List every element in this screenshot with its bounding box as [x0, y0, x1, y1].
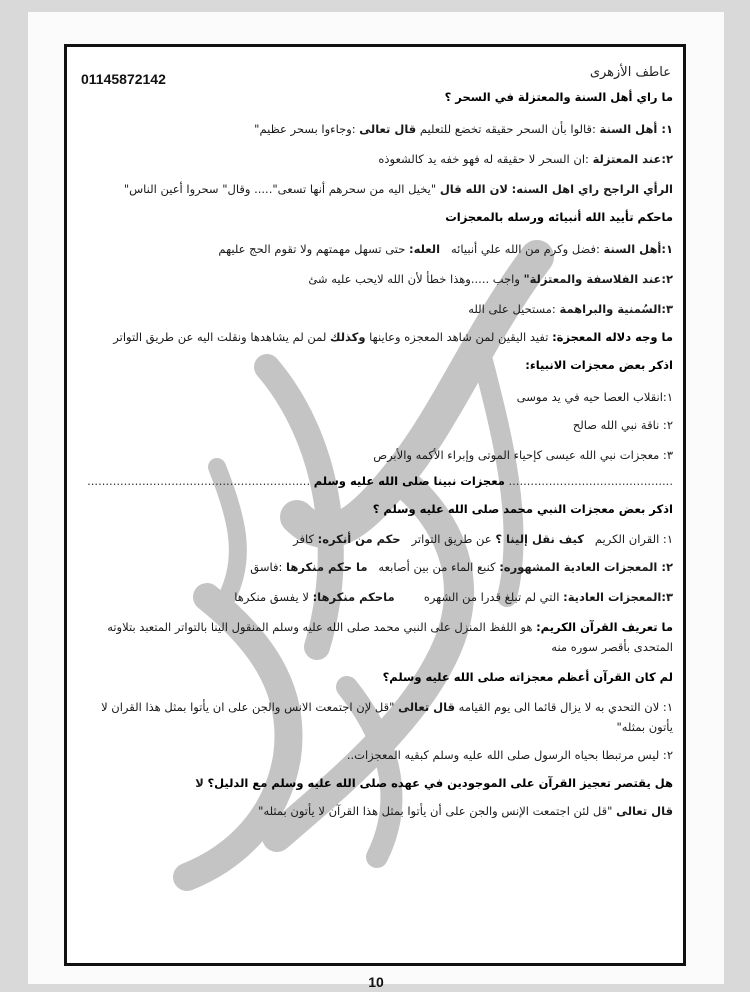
conjunction: وكذلك	[330, 330, 366, 344]
sub-answer: لا يفسق منكرها	[234, 590, 309, 604]
sub-question: كيف نقل إلينا ؟	[495, 532, 584, 546]
list-item: ٣: معجزات نبي الله عيسى كإحياء الموتى وإبراء الأكمه والأبرص	[373, 448, 673, 462]
answer-label: ٣:المعجزات العادية:	[563, 590, 673, 604]
quote-text: :وجاءوا بسحر عظيم"	[254, 122, 356, 136]
sub-answer: عن طريق التواتر	[411, 532, 492, 546]
author-watermark	[147, 217, 627, 897]
answer-line	[77, 121, 673, 137]
page-frame	[64, 44, 686, 966]
answer-line	[77, 301, 673, 317]
answer-label: ١: أهل السنة	[599, 122, 673, 136]
because-text: لان الله قال	[439, 182, 508, 196]
answer-line	[77, 151, 673, 167]
question-miracle-significance: ما وجه دلاله المعجزة:	[552, 330, 673, 344]
answer-text: :مستحيل على الله	[468, 302, 556, 316]
answer-text: :فضل وكرم من الله علي أنبيائه	[451, 242, 600, 256]
answer-block	[77, 617, 673, 657]
question-prophets-miracles: اذكر بعض معجزات الانبياء:	[525, 358, 673, 372]
answer-line	[77, 531, 673, 547]
sub-answer: كافر	[293, 532, 314, 546]
question-prophet-miracles: اذكر بعض معجزات النبي محمد صلى الله عليه وسلم ؟	[372, 502, 673, 516]
answer-line	[77, 271, 673, 287]
question-challenge-scope: هل يقتصر تعجيز القرآن على الموجودين في عهده صلى الله عليه وسلم مع الدليل؟	[207, 776, 673, 790]
section-title: معجزات نبينا صلى الله عليه وسلم	[313, 474, 505, 488]
answer-label: ١:أهل السنة	[603, 242, 673, 256]
answer-label: ٢:عند المعتزلة	[592, 152, 673, 166]
list-item: ١:انقلاب العصا حيه في يد موسى	[516, 390, 673, 404]
question-sihr: ما راي أهل السنة والمعتزلة في السحر ؟	[444, 90, 673, 104]
answer-line	[77, 559, 673, 575]
page-number: 10	[368, 974, 384, 990]
answer-text: :ان السحر لا حقيقه له فهو خفه يد كالشعوذه	[378, 152, 589, 166]
answer-text: التي لم تبلغ قدرا من الشهره	[423, 590, 560, 604]
quote-label: قال تعالى	[616, 804, 673, 818]
short-answer: لا	[195, 776, 204, 790]
sub-question: ماحكم منكرها:	[312, 590, 395, 604]
quote-text: "قل لئن اجتمعت الإنس والجن على أن يأتوا بمثل هذا القرآن لا يأتون بمثله"	[258, 804, 613, 818]
answer-text: :قالوا بأن السحر حقيقه تخضع للتعليم	[419, 122, 596, 136]
sub-answer: :فاسق	[250, 560, 283, 574]
answer-text: كنبع الماء من بين أصابعه	[378, 560, 496, 574]
answer-text: هو اللفظ المنزل على النبي محمد صلى الله عليه وسلم المنقول الينا بالتواتر المتعبد بتلاوته المتحدى بأقصر سوره منه	[107, 620, 673, 654]
answer-text: لمن لم يشاهدها ونقلت اليه عن طريق التواتر	[113, 330, 327, 344]
answer-text: "يخيل اليه من سحرهم أنها تسعى"..... وقال" سحروا أعين الناس"	[123, 182, 437, 196]
reason-label: العله:	[409, 242, 441, 256]
question-greatest-miracle: لم كان القرآن أعظم معجزاته صلى الله عليه وسلم؟	[382, 670, 673, 684]
because-text: لأن الله لايحب عليه شئ	[308, 272, 423, 286]
quote-text: "قل لإن اجتمعت الانس والجن على ان يأتوا بمثل هذا القران لا يأتون بمثله"	[101, 700, 673, 734]
answer-label: ٢:عند الفلاسفة والمعتزلة"	[523, 272, 673, 286]
page-sheet	[28, 12, 724, 990]
quote-label: قال تعالى	[398, 700, 455, 714]
dotted-leader: .............................................	[508, 474, 673, 488]
dotted-leader: .............................................................	[87, 474, 311, 488]
answer-line	[77, 181, 673, 197]
answer-text: تفيد اليقين لمن شاهد المعجزه وعاينها	[369, 330, 549, 344]
list-item: ٢: ليس مرتبطا بحياه الرسول صلى الله عليه وسلم كبقيه المعجزات..	[346, 748, 673, 762]
answer-label: ٢: المعجزات العادية المشهوره:	[499, 560, 673, 574]
list-item: ٢: ناقة نبي الله صالح	[572, 418, 673, 432]
answer-text: ١: القران الكريم	[594, 532, 673, 546]
answer-line	[77, 803, 673, 819]
answer-label: الرأي الراجح راي اهل السنه:	[511, 182, 673, 196]
answer-line	[77, 589, 673, 605]
sub-question: ما حكم منكرها	[286, 560, 368, 574]
question-quran-definition: ما تعريف القرآن الكريم:	[536, 620, 673, 634]
answer-line	[77, 329, 673, 345]
section-heading	[77, 473, 673, 489]
sub-question: حكم من أنكره:	[317, 532, 401, 546]
author-name: عاطف الأزهرى	[589, 65, 671, 80]
answer-text: واجب .....وهذا خطأ	[426, 272, 520, 286]
answer-line	[77, 241, 673, 257]
question-line	[77, 775, 673, 791]
answer-block	[77, 697, 673, 737]
phone-number: 01145872142	[81, 71, 166, 87]
answer-label: ٣:السُمنية والبراهمة	[559, 302, 673, 316]
reason-text: حتى تسهل مهمتهم ولا تقوم الحج عليهم	[218, 242, 406, 256]
quote-label: قال تعالى	[359, 122, 417, 136]
question-miracles-ruling: ماحكم تأييد الله أنبيائه ورسله بالمعجزات	[445, 210, 673, 224]
answer-text: ١: لان التحدي به لا يزال قائما الى يوم القيامه	[458, 700, 673, 714]
